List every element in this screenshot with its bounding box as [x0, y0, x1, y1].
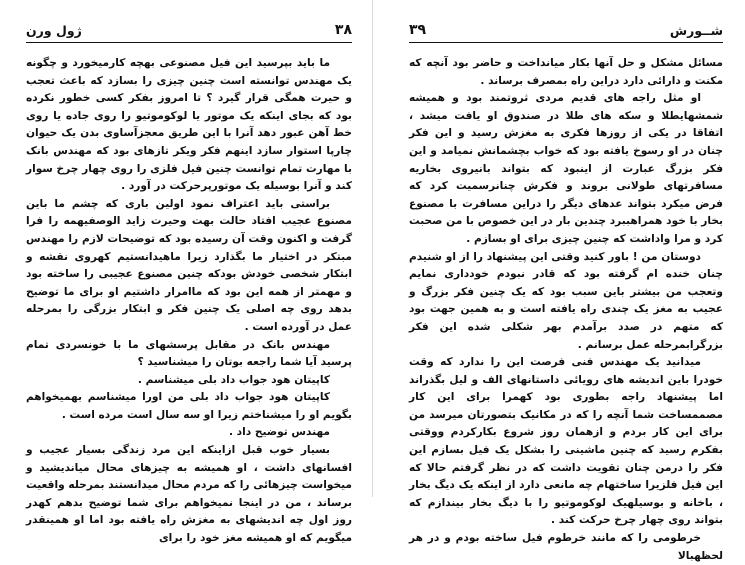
paragraph: براستی باید اعتراف نمود اولین باری که چشم ما باین مصنوع عجیب افتاد حالت بهت وحیرت زاید الوصفیهمه را فرا گرفت و اکنون وقت آن رسیده بود که توضیحات لازم را مهندس مبتکر در اختیار ما بگذارد زیرا ماهیدانستیم کهروی نقشه و ابتکار شخصی خودش بودکه چنین مصنوع عجیبی را ساخته بود و مهمتر از همه این بود که ماامرار داشتیم او برای ما توضیح بدهد روی چه اصلی یک چنین فکر و ابتکار بزرگی را بمرحله عمل در آورده است .	[26, 197, 352, 333]
page-number: ۳۸	[334, 22, 352, 38]
paragraph: مهندس توضیح داد .	[228, 426, 330, 439]
running-header: ژول ورن	[26, 23, 82, 38]
paragraph: میدانید یک مهندس فنی فرصت این را ندارد که وقت خودرا باین اندیشه های رویائی داستانهای الف و لیل بگذراند اما پیشنهاد راجه بطوری بود کهمرا برای این کار مصممساخت شما آنچه را که در مکانیک بتصورتان میرسد من برای این کار بردم و ازهمان روز شروع بکارکردم ووقتی بفکرم رسید که چنین ماشینی را بشکل یک فیل بسازم این فکر را درمن چنان تقویت داشت که در نظر گرفتم حالا که این فیل فلزیرا ساختهام چه مانعی دارد از اینکه یک دیگ بخار ، باخانه و بوسیلهیک لوکوموتیو را با دیگ بخار بیندازم که بتواند روی چهار چرخ حرکت کند .	[409, 356, 723, 527]
left-page	[0, 0, 372, 545]
left-page-body	[26, 55, 352, 548]
paragraph: کاپیتان هود جواب داد بلی میشناسم .	[137, 373, 330, 386]
paragraph: بسیار خوب قبل ازاینکه این مرد زندگی بسیار عجیب و افسانهای داشت ، او همیشه به چیزهای محال میاندیشید و میخواست چیزهائی را که مردم محال میدانستند بمرحله واقعیت برساند ، من در اینجا نمیخواهم برای شما توضیح بدهم کهدر روز اول چه اندیشهای به مغزش راه یافته بود اما او همینقدر میگویم که او همیشه مغز خود را برای	[26, 444, 352, 545]
right-page-header	[409, 22, 723, 43]
paragraph: مهندس بانک در مقابل پرسشهای ما با خونسردی تمام پرسید آیا شما راجعه بوتان را میشناسید ؟	[26, 338, 352, 369]
paragraph: ما باید بپرسید این فیل مصنوعی بهچه کارمیخورد و چگونه یک مهندس توانسته است چنین چیزی را بسازد که باعث تعجب و حیرت همگی قرار گیرد ؟ تا امروز بفکر کسی خطور نکرده بود که بجای اینکه یک موتور یا لوکوموتیو را روی جاده یا روی خط آهن عبور دهد آنرا با این طریق معجزآساوی بدن یک حیوان چارپا استوار سازد اینهم فکر ویکر تازهای بود که مهندس بانک با مهارت تمام توانست چنین فیل فلزی را روی چهار چرخ سوار کند و آنرا بوسیله یک موتورپرحرکت در آورد .	[26, 57, 352, 193]
left-page-header	[26, 22, 352, 43]
paragraph: خرطومی را که مانند خرطوم فیل ساخته بودم و در هر لحظهبالا	[409, 532, 723, 562]
paragraph: دوستان من ! باور کنید وقتی این پیشنهاد را از او شنیدم چنان خنده ام گرفته بود که قادر نبودم خودداری نمایم وتعجب من بیشتر باین سبب بود که یک چنین فکر بزرگ و عجیب به مغز یک چندی راه یافته است و به همین جهت بود که متهم در صدد برآمدم بهر شکلی شده این فکر بزرگرابمرحله عمل برسانم .	[409, 250, 723, 351]
paragraph: کاپیتان هود جواب داد بلی من اورا میشناسم بهمیخواهم بگویم او را میشناختم زیرا او سه سال است مرده است .	[26, 391, 352, 421]
running-header: شــورش	[669, 23, 723, 38]
right-page	[373, 0, 745, 562]
page-number: ۳۹	[409, 22, 427, 38]
paragraph: او مثل راجه های قدیم مردی ثروتمند بود و همیشه شمشهایطلا و سکه های طلا در صندوق او یافت میشد ، اتفاقا در یکی از روزها فکری به مغزش رسید و این فکر چنان در او رسوخ یافته بود که خواب بچشمانش نمیامد و این فکر بزرگ عبارت از اینبود که بتواند بانیروی بخاریه مسافرتهای طولانی بروند و فکرش چنانرسمیت کرد که فرض میکرد بتواند عدهای دیگر را دراین مسافرت با مصنوع بخار با خود همراهببرد چندین بار در این خصوص با من صحبت کرد و مرا واداشت که چنین چیزی برای او بسازم .	[409, 92, 723, 245]
right-page-body	[409, 55, 723, 565]
paragraph: مسائل مشکل و حل آنها بکار میانداخت و حاضر بود آنچه که مکنت و دارائی دارد دراین راه بمصرف برساند .	[409, 57, 723, 87]
